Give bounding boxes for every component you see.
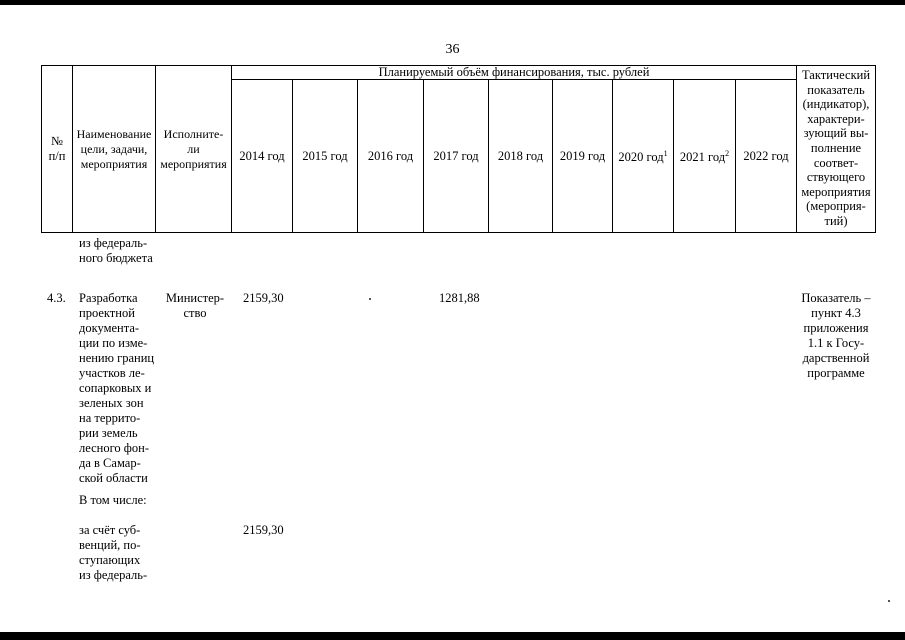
header-executor: Исполните- ли мероприятия (160, 126, 227, 171)
row-executor: Министер- ство (165, 291, 225, 320)
header-year-2016: 2016 год (367, 148, 414, 163)
row-name: Разработка проектной документа- ции по изме- нению границ участков ле- сопарковых и зеленых зон на террито- рии земель лесного фон- да в Самар- ской области (79, 291, 155, 485)
scan-dot (888, 600, 890, 602)
header-year-2014: 2014 год (239, 148, 285, 163)
scan-dot (369, 298, 371, 300)
row-number: 4.3. (47, 291, 66, 305)
header-year-2020: 2020 год$^1$ (618, 149, 668, 165)
carry-over-line-1: из федераль- (79, 236, 148, 250)
header-name: Наименование цели, задачи, мероприятия (76, 126, 152, 171)
bottom-border (0, 632, 905, 640)
top-border (0, 0, 905, 5)
header-year-2019: 2019 год (559, 148, 606, 163)
subsidy-value-2014: 2159,30 (243, 523, 284, 537)
page-number: 36 (445, 42, 460, 57)
subsidy-name: за счёт суб- венций, по- ступающих из федераль- (79, 523, 148, 582)
header-year-2017: 2017 год (433, 148, 479, 163)
carry-over-line-2: ного бюджета (79, 251, 153, 265)
value-2014: 2159,30 (243, 291, 284, 305)
including-label: В том числе: (79, 493, 147, 507)
header-year-2015: 2015 год (302, 148, 348, 163)
header-year-2018: 2018 год (497, 148, 544, 163)
table-header (0, 62, 905, 237)
header-number: № п/п (48, 134, 66, 163)
value-2017: 1281,88 (439, 291, 480, 305)
header-tactical-indicator: Тактический показатель (индикатор), характери- зующий вы- полнение соответ- ствующего мероприятия (мероприя- тий) (801, 68, 871, 228)
header-year-2022: 2022 год (743, 148, 789, 163)
header-funding: Планируемый объём финансирования, тыс. рублей (378, 65, 650, 79)
header-year-2021: 2021 год$^2$ (679, 149, 730, 165)
row-indicator: Показатель – пункт 4.3 приложения 1.1 к Госу- дарственной программе (801, 291, 871, 380)
